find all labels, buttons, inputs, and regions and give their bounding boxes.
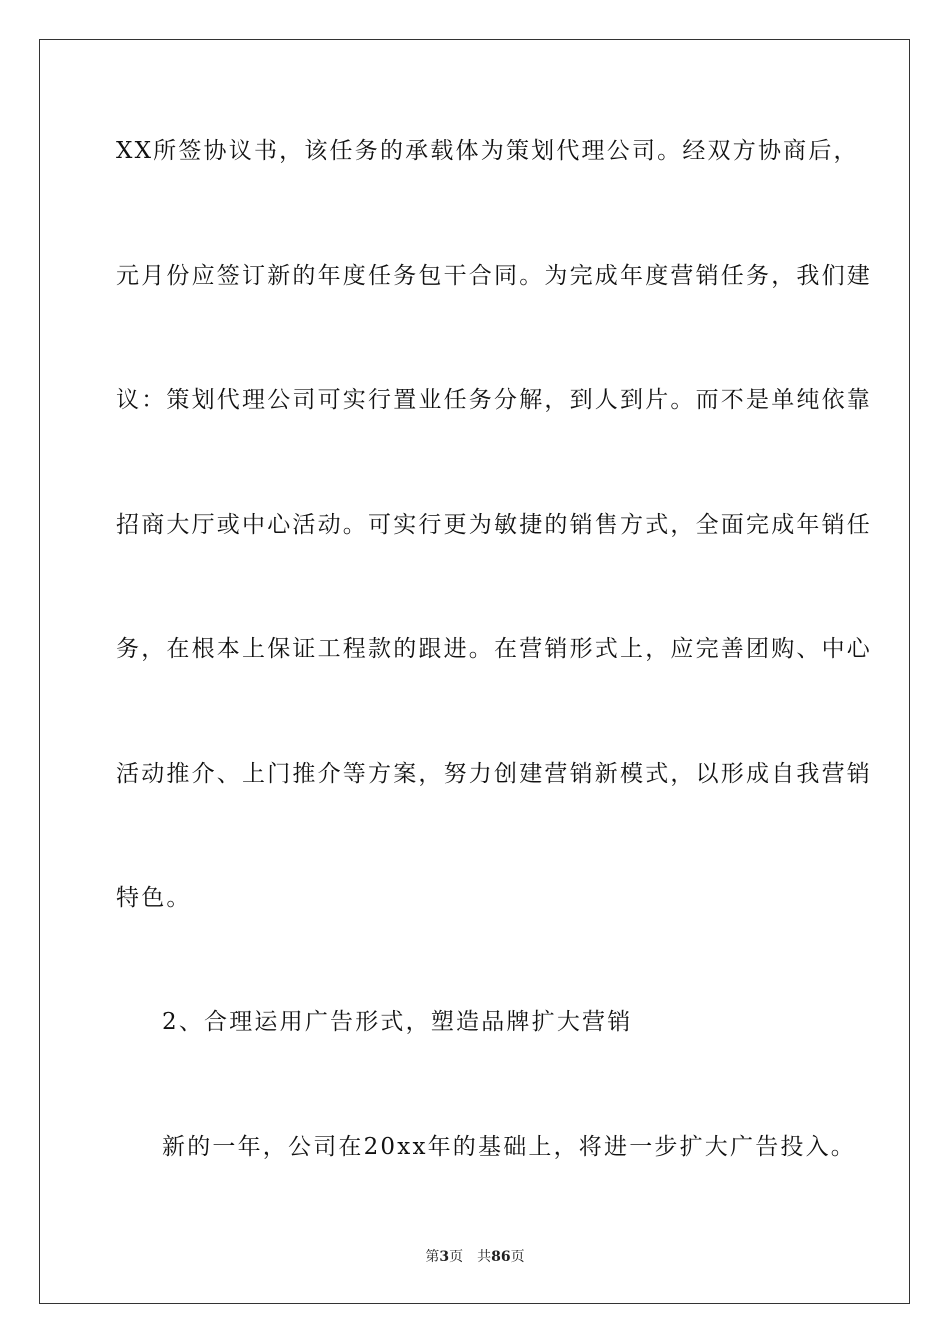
section-heading: 2、合理运用广告形式，塑造品牌扩大营销 [162,1009,633,1035]
body-text-line: 议：策划代理公司可实行置业任务分解，到人到片。而不是单纯依靠 [116,387,872,413]
page-border [39,39,910,1304]
body-text-line: 务，在根本上保证工程款的跟进。在营销形式上，应完善团购、中心 [116,636,872,662]
body-text-line: 元月份应签订新的年度任务包干合同。为完成年度营销任务，我们建 [116,263,872,289]
body-text-line: 活动推介、上门推介等方案，努力创建营销新模式，以形成自我营销 [116,761,872,787]
body-text-line: 招商大厅或中心活动。可实行更为敏捷的销售方式，全面完成年销任 [116,512,872,538]
page-prefix: 第 [425,1249,440,1265]
page-number: 3 [439,1249,450,1265]
body-paragraph: 新的一年，公司在20xx年的基础上，将进一步扩大广告投入。 [162,1134,857,1160]
total-prefix: 共 [477,1249,492,1265]
total-pages: 86 [491,1249,511,1265]
body-text-line: 特色。 [116,885,192,911]
page-suffix: 页 [449,1249,464,1265]
body-text-line: XX所签协议书，该任务的承载体为策划代理公司。经双方协商后， [116,138,859,164]
total-suffix: 页 [510,1249,525,1265]
page-footer [0,1248,950,1266]
